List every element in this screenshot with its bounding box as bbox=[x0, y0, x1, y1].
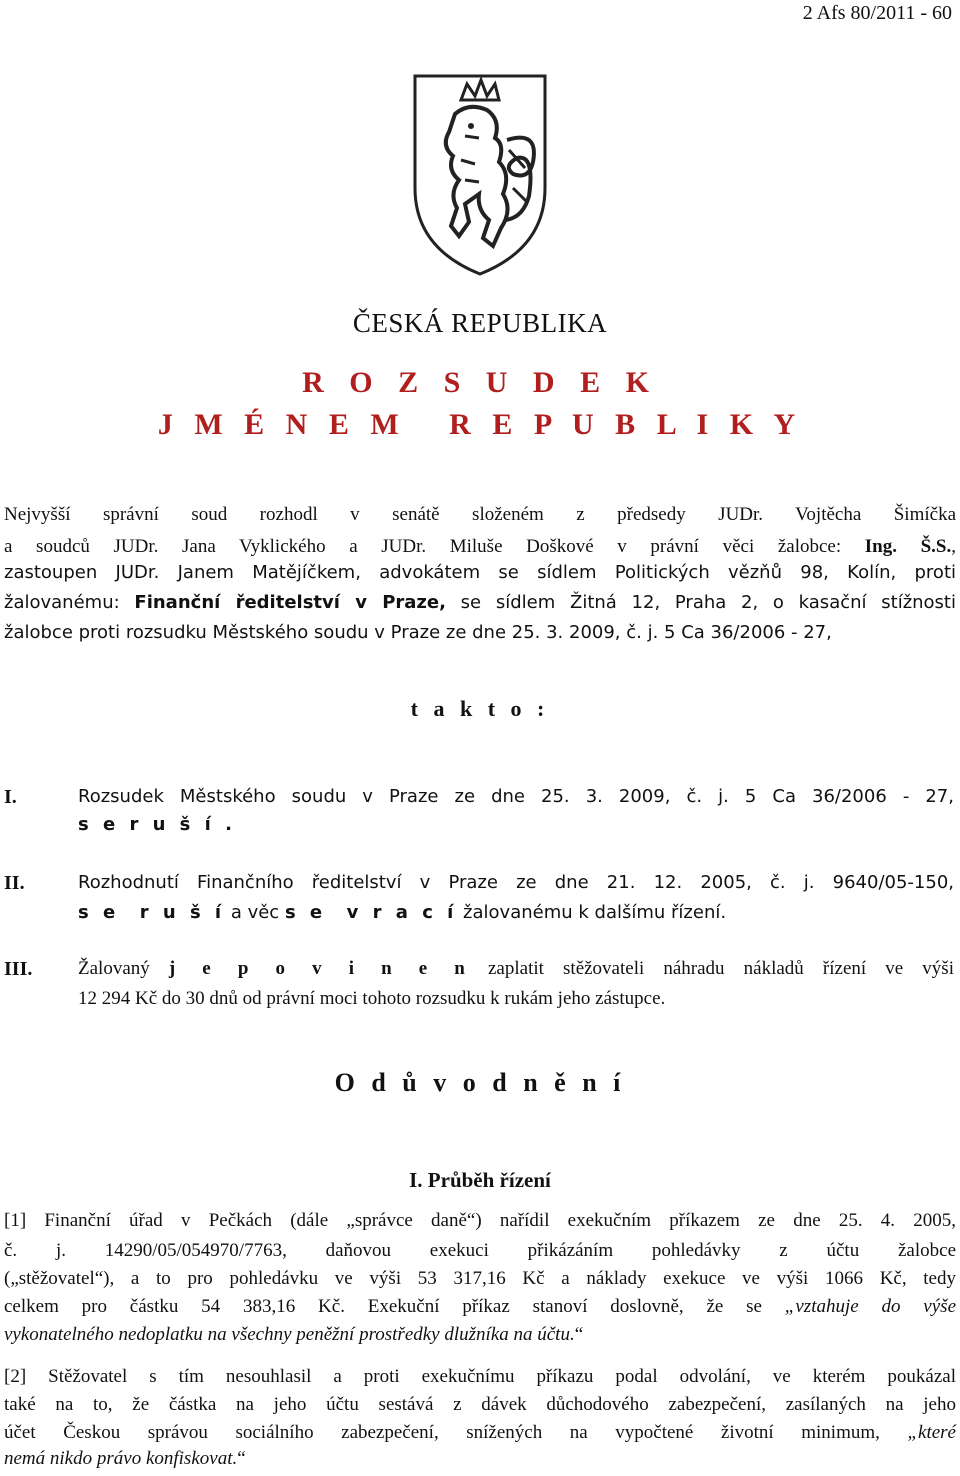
intro-line-5: žalobce proti rozsudku Městského soudu v Praze ze dne 25. 3. 2009, č. j. 5 Ca 36/2006 - 27, bbox=[4, 622, 832, 643]
reasons-heading: O d ů v o d n ě n í bbox=[334, 1068, 626, 1097]
czech-coat-of-arms-lion-icon bbox=[409, 70, 551, 278]
para-1-line-3: („stěžovatel“), a to pro pohledávku ve výši 53 317,16 Kč a náklady exekuce ve výši 1066 Kč, tedy bbox=[4, 1268, 956, 1289]
case-number: 2 Afs 80/2011 - 60 bbox=[802, 2, 952, 24]
verdict-subtitle: J M É N E M R E P U B L I K Y bbox=[157, 408, 803, 441]
para-1-line-2: č. j. 14290/05/054970/7763, daňovou exekuci přikázáním pohledávky z účtu žalobce bbox=[4, 1240, 956, 1261]
para-2-line-3: účet Českou správou sociálního zabezpečení, snížených na vypočtené životní minimum, „které bbox=[4, 1422, 956, 1443]
para-1-line-5: vykonatelného nedoplatku na všechny peněžní prostředky dlužníka na účtu.“ bbox=[4, 1324, 584, 1345]
decision-number: III. bbox=[4, 958, 33, 980]
decision-3-line-1: Žalovaný j e p o v i n e n zaplatit stěžovateli náhradu nákladů řízení ve výši bbox=[78, 958, 954, 979]
decision-2-line-1: Rozhodnutí Finančního ředitelství v Praze ze dne 21. 12. 2005, č. j. 9640/05-150, bbox=[78, 872, 954, 893]
verdict-title: R O Z S U D E K bbox=[302, 366, 658, 399]
decision-number: II. bbox=[4, 872, 25, 894]
section-heading: I. Průběh řízení bbox=[409, 1168, 551, 1192]
para-2-line-2: také na to, že částka na jeho účtu sestává z dávek důchodového zabezpečení, zasílaných na jeho bbox=[4, 1394, 956, 1415]
para-1-line-4: celkem pro částku 54 383,16 Kč. Exekuční příkaz stanoví doslovně, že se „vztahuje do výše bbox=[4, 1296, 956, 1317]
decision-1-line-2: s e r u š í . bbox=[78, 814, 236, 835]
decision-3-line-2: 12 294 Kč do 30 dnů od právní moci tohoto rozsudku k rukám jeho zástupce. bbox=[78, 988, 666, 1009]
takto-heading: t a k t o : bbox=[410, 696, 550, 721]
intro-line-3: zastoupen JUDr. Janem Matějíčkem, advokátem se sídlem Politických vězňů 98, Kolín, proti bbox=[4, 562, 956, 583]
intro-line-2: a soudců JUDr. Jana Vyklického a JUDr. Miluše Doškové v právní věci žalobce: Ing. Š.S., bbox=[4, 536, 956, 557]
para-2-line-1: [2] Stěžovatel s tím nesouhlasil a proti exekučnímu příkazu podal odvolání, ve kterém poukázal bbox=[4, 1366, 956, 1387]
country-heading: ČESKÁ REPUBLIKA bbox=[352, 308, 608, 338]
decision-number: I. bbox=[4, 786, 17, 808]
decision-2-line-2: s e r u š í a věc s e v r a c í žalovanému k dalšímu řízení. bbox=[78, 902, 727, 923]
decision-1-line-1: Rozsudek Městského soudu v Praze ze dne 25. 3. 2009, č. j. 5 Ca 36/2006 - 27, bbox=[78, 786, 954, 807]
intro-line-1: Nejvyšší správní soud rozhodl v senátě složeném z předsedy JUDr. Vojtěcha Šimíčka bbox=[4, 504, 956, 525]
para-1-line-1: [1] Finanční úřad v Pečkách (dále „správce daně“) nařídil exekučním příkazem ze dne 25. 4. 2005, bbox=[4, 1210, 956, 1231]
para-2-line-4: nemá nikdo právo konfiskovat.“ bbox=[4, 1448, 246, 1469]
intro-line-4: žalovanému: Finanční ředitelství v Praze, se sídlem Žitná 12, Praha 2, o kasační stížnosti bbox=[4, 592, 956, 613]
